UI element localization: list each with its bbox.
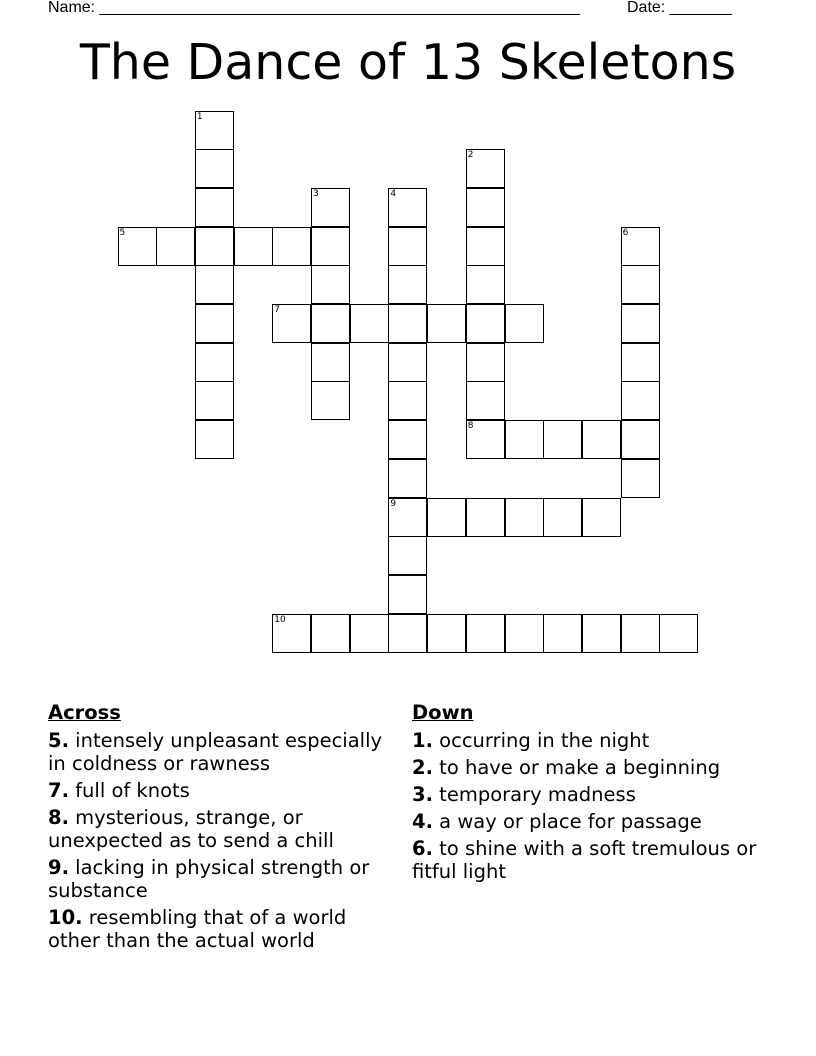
grid-cell[interactable] (388, 381, 427, 420)
across-clue (48, 856, 403, 902)
clue-text: to have or make a beginning (432, 756, 721, 779)
grid-cell[interactable] (311, 343, 350, 382)
date-field[interactable]: Date: _______ (627, 0, 732, 16)
grid-cell[interactable] (621, 459, 660, 498)
clue-number: 3 (313, 188, 319, 199)
clue-number-label: 10. (48, 906, 83, 929)
grid-cell[interactable] (543, 498, 582, 537)
down-heading: Down (412, 701, 474, 724)
grid-cell[interactable] (388, 227, 427, 266)
down-clue (412, 756, 772, 779)
grid-cell[interactable] (505, 420, 544, 459)
grid-cell[interactable] (466, 304, 505, 343)
grid-cell[interactable] (621, 265, 660, 304)
grid-cell[interactable] (505, 304, 544, 343)
grid-cell[interactable] (311, 227, 350, 266)
clue-text: mysterious, strange, or unexpected as to send a chill (48, 806, 334, 852)
clue-number-label: 8. (48, 806, 69, 829)
grid-cell[interactable] (466, 188, 505, 227)
clue-number: 2 (467, 150, 474, 161)
grid-cell[interactable] (621, 227, 660, 266)
clue-number-label: 4. (412, 810, 433, 833)
grid-cell[interactable] (195, 188, 234, 227)
grid-cell[interactable] (466, 381, 505, 420)
grid-cell[interactable] (311, 188, 350, 227)
grid-cell[interactable] (543, 614, 582, 653)
grid-cell[interactable] (427, 498, 466, 537)
across-clue (48, 729, 403, 775)
grid-cell[interactable] (272, 614, 311, 653)
grid-cell[interactable] (195, 265, 234, 304)
grid-cell[interactable] (659, 614, 698, 653)
clue-number: 7 (274, 305, 281, 315)
grid-cell[interactable] (350, 304, 389, 343)
grid-cell[interactable] (466, 227, 505, 266)
across-clue (48, 779, 403, 802)
grid-cell[interactable] (311, 614, 350, 653)
grid-cell[interactable] (195, 149, 234, 188)
grid-cell[interactable] (350, 614, 389, 653)
down-clue (412, 783, 772, 806)
grid-cell[interactable] (466, 614, 505, 653)
grid-cell[interactable] (234, 227, 273, 266)
grid-cell[interactable] (621, 381, 660, 420)
across-clue (48, 906, 403, 952)
down-clues (412, 701, 772, 887)
grid-cell[interactable] (195, 304, 234, 343)
grid-cell[interactable] (195, 420, 234, 459)
grid-cell[interactable] (311, 304, 350, 343)
clue-number-label: 7. (48, 779, 69, 802)
clue-number-label: 1. (412, 729, 433, 752)
clue-text: resembling that of a world other than the actual world (48, 906, 347, 952)
grid-cell[interactable] (466, 420, 505, 459)
grid-cell[interactable] (195, 343, 234, 382)
clue-text: full of knots (68, 779, 190, 802)
grid-cell[interactable] (388, 575, 427, 614)
down-clue (412, 837, 772, 883)
clue-text: occurring in the night (432, 729, 650, 752)
clue-text: lacking in physical strength or substance (48, 856, 370, 902)
clue-number: 5 (119, 227, 126, 238)
grid-cell[interactable] (195, 381, 234, 420)
name-field[interactable]: Name: ______________________________________________________ (48, 0, 581, 16)
down-clue (412, 729, 772, 752)
grid-cell[interactable] (466, 265, 505, 304)
clue-number-label: 9. (48, 856, 69, 879)
across-clues (48, 701, 403, 956)
clue-number: 9 (390, 498, 397, 509)
grid-cell[interactable] (272, 227, 311, 266)
grid-cell[interactable] (311, 381, 350, 420)
clue-number: 10 (274, 614, 286, 625)
clue-number-label: 2. (412, 756, 433, 779)
grid-cell[interactable] (388, 498, 427, 537)
grid-cell[interactable] (388, 188, 427, 227)
clue-number: 6 (622, 227, 629, 238)
grid-cell[interactable] (427, 614, 466, 653)
clue-number: 4 (390, 188, 397, 199)
clue-number: 1 (196, 111, 203, 122)
grid-cell[interactable] (466, 498, 505, 537)
grid-cell[interactable] (156, 227, 195, 266)
grid-cell[interactable] (195, 227, 234, 266)
grid-cell[interactable] (466, 149, 505, 188)
clue-number-label: 3. (412, 783, 433, 806)
grid-cell[interactable] (543, 420, 582, 459)
puzzle-title: The Dance of 13 Skeletons (79, 34, 737, 91)
clue-number: 8 (467, 421, 474, 432)
grid-cell[interactable] (505, 614, 544, 653)
clue-text: temporary madness (432, 783, 636, 806)
grid-cell[interactable] (582, 420, 621, 459)
grid-cell[interactable] (505, 498, 544, 537)
grid-cell[interactable] (388, 459, 427, 498)
across-heading: Across (48, 701, 121, 724)
down-clue (412, 810, 772, 833)
clue-number-label: 5. (48, 729, 69, 752)
across-clue (48, 806, 403, 852)
grid-cell[interactable] (466, 343, 505, 382)
clue-number-label: 6. (412, 837, 433, 860)
grid-cell[interactable] (388, 420, 427, 459)
grid-cell[interactable] (272, 304, 311, 343)
grid-cell[interactable] (195, 111, 234, 150)
grid-cell[interactable] (582, 498, 621, 537)
grid-cell[interactable] (118, 227, 157, 266)
grid-cell[interactable] (388, 265, 427, 304)
grid-cell[interactable] (388, 614, 427, 653)
grid-cell[interactable] (427, 304, 466, 343)
grid-cell[interactable] (621, 343, 660, 382)
grid-cell[interactable] (311, 265, 350, 304)
grid-cell[interactable] (621, 304, 660, 343)
grid-cell[interactable] (388, 536, 427, 575)
grid-cell[interactable] (621, 420, 660, 459)
grid-cell[interactable] (388, 343, 427, 382)
grid-cell[interactable] (582, 614, 621, 653)
grid-cell[interactable] (621, 614, 660, 653)
clue-text: to shine with a soft tremulous or fitful light (412, 837, 757, 883)
clue-text: intensely unpleasant especially in coldness or rawness (48, 729, 383, 775)
grid-cell[interactable] (388, 304, 427, 343)
clue-text: a way or place for passage (432, 810, 702, 833)
